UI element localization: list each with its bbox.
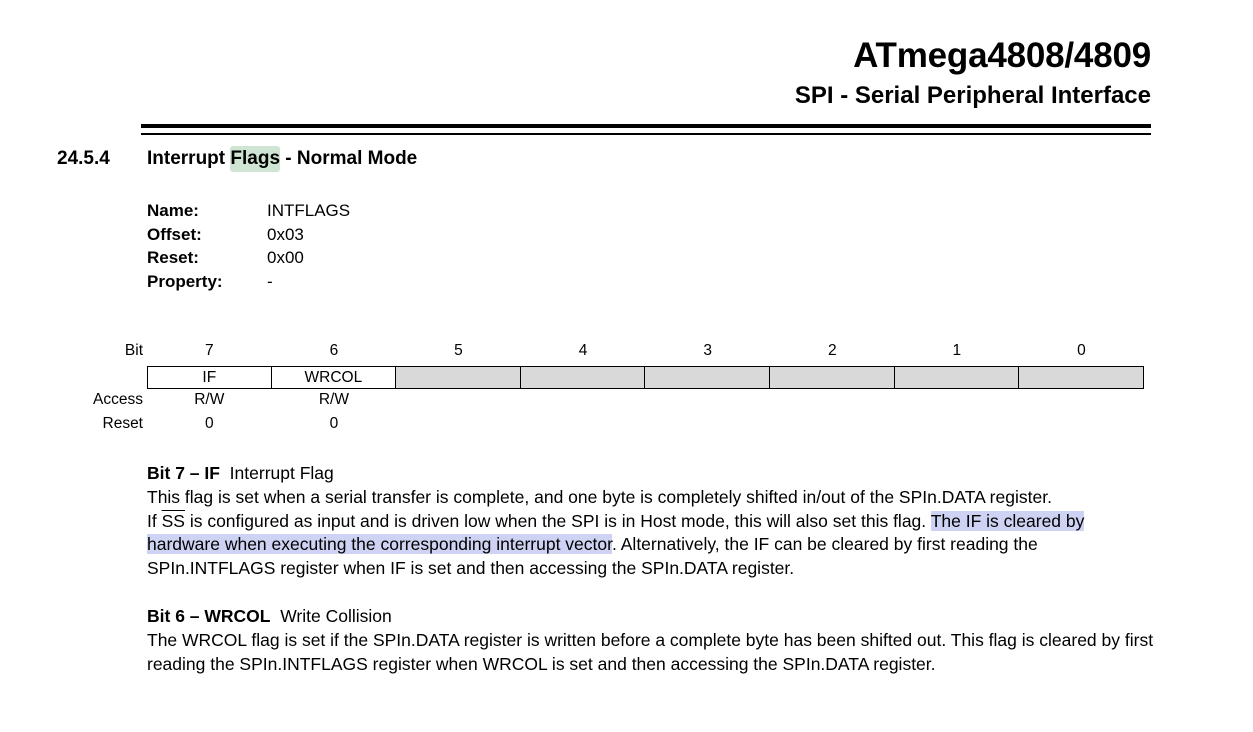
access-value [396, 391, 521, 409]
reset-row-label: Reset [102, 415, 143, 432]
property-value: 0x00 [267, 248, 304, 268]
search-highlight: Flags [230, 146, 280, 172]
header-rule-thin [141, 133, 1151, 135]
selection-highlight: The IF is cleared by hardware when executing the corresponding interrupt vector [147, 510, 1085, 554]
reserved-bit-cell [645, 366, 770, 389]
access-value [645, 391, 770, 409]
section-title-pre: Interrupt [147, 148, 231, 169]
property-value: INTFLAGS [267, 201, 351, 220]
access-row-label: Access [93, 391, 143, 408]
section-title [147, 148, 417, 170]
reset-value: 0 [204, 415, 214, 432]
property-key: Offset: [147, 224, 202, 244]
bit-number: 4 [578, 342, 588, 359]
bit-number: 6 [329, 342, 339, 359]
register-properties [147, 199, 350, 294]
bit7-text: If [147, 510, 162, 531]
access-value [770, 391, 895, 409]
bit6-heading [147, 606, 392, 627]
bit-number-row [147, 342, 1144, 360]
access-row [147, 391, 1144, 409]
property-row [147, 246, 350, 270]
header-rule-thick [141, 124, 1151, 128]
reset-value [521, 415, 646, 433]
property-value: - [267, 272, 273, 292]
bit-number: 0 [1077, 342, 1086, 359]
access-value [521, 391, 646, 409]
bit6-label: Bit 6 – WRCOL [147, 606, 271, 626]
bit7-name: Interrupt Flag [229, 463, 334, 483]
reserved-bit-cell [770, 366, 895, 389]
reset-value: 0 [329, 415, 339, 432]
reset-value [1019, 415, 1144, 433]
ss-signal: $\overline{SS}$ [161, 510, 185, 531]
access-value [895, 391, 1020, 409]
property-key: Name: [147, 201, 199, 220]
bit7-heading [147, 463, 334, 484]
register-bit-table [0, 340, 1253, 440]
bit6-description: The WRCOL flag is set if the SPIn.DATA register is written before a complete byte has been shifted out. This flag is cleared by first reading the SPIn.INTFLAGS register when WRCOL is set and then accessing the SPIn.DATA register. [147, 630, 1154, 674]
bit7-text: . Alternatively, the IF can be cleared by first reading the SPIn.INTFLAGS register when IF is set and then accessing the SPIn.DATA register. [147, 534, 1038, 578]
property-row [147, 223, 350, 247]
reset-value [396, 415, 521, 433]
section-number: 24.5.4 [57, 148, 110, 169]
property-key: Property: [147, 272, 223, 292]
bit7-description [147, 486, 1157, 580]
bit-number: 5 [454, 342, 463, 359]
reset-row [147, 415, 1144, 433]
access-value: R/W [194, 391, 225, 408]
document-subtitle: SPI - Serial Peripheral Interface [794, 82, 1151, 109]
property-value: 0x03 [267, 224, 304, 244]
bit7-line1: This flag is set when a serial transfer is complete, and one byte is completely shifted in/out of the SPIn.DATA register. [147, 487, 1052, 507]
bit7-text: is configured as input and is driven low when the SPI is in Host mode, this will also set this flag. [184, 510, 931, 531]
document-title: ATmega4808/4809 [853, 36, 1151, 75]
bit-number: 3 [703, 342, 712, 359]
reset-value [895, 415, 1020, 433]
bit7-rest [147, 510, 1157, 581]
bit-name-cell: WRCOL [272, 366, 397, 389]
property-key: Reset: [147, 248, 199, 268]
access-value: R/W [318, 391, 349, 408]
bit-number: 1 [952, 342, 962, 359]
bit-name-cell: IF [147, 366, 272, 389]
bit-row-label: Bit [124, 342, 143, 359]
property-row [147, 270, 350, 294]
bit6-name: Write Collision [280, 606, 392, 626]
reset-value [770, 415, 895, 433]
bit-number: 2 [827, 342, 837, 359]
reserved-bit-cell [1019, 366, 1144, 389]
reserved-bit-cell [895, 366, 1020, 389]
bit-number: 7 [204, 342, 214, 359]
bit-name-row [147, 366, 1144, 389]
section-title-post: - Normal Mode [280, 148, 418, 169]
reserved-bit-cell [396, 366, 521, 389]
bit7-label: Bit 7 – IF [147, 463, 220, 483]
property-row [147, 199, 350, 223]
reset-value [645, 415, 770, 433]
reserved-bit-cell [521, 366, 646, 389]
access-value [1019, 391, 1144, 409]
